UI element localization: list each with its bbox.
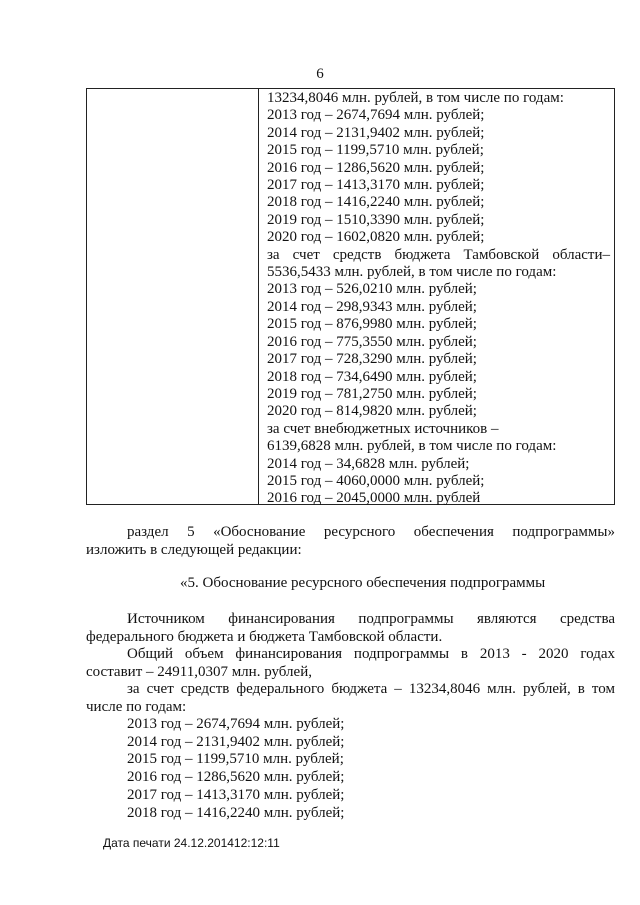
sources-paragraph — [86, 611, 615, 646]
table-line: 5536,5433 млн. рублей, в том числе по годам: — [267, 264, 557, 281]
table-line: 2014 год – 298,9343 млн. рублей; — [267, 298, 477, 315]
total-paragraph — [86, 646, 615, 681]
table-line: 13234,8046 млн. рублей, в том числе по годам: — [267, 90, 564, 106]
paragraph-line: составит – 24911,0307 млн. рублей, — [86, 663, 312, 680]
year-list-item: 2014 год – 2131,9402 млн. рублей; — [127, 733, 345, 750]
table-line: 2015 год – 4060,0000 млн. рублей; — [267, 472, 485, 489]
table-line: 2018 год – 1416,2240 млн. рублей; — [267, 194, 485, 211]
section-heading: «5. Обоснование ресурсного обеспечения подпрограммы — [180, 575, 546, 591]
amendment-paragraph — [86, 524, 615, 559]
paragraph-line: за счет средств федерального бюджета – 13234,8046 млн. рублей, в том — [127, 681, 615, 697]
table-line: 2015 год – 1199,5710 млн. рублей; — [267, 142, 484, 159]
paragraph-line: федерального бюджета и бюджета Тамбовской области. — [86, 628, 443, 645]
federal-by-year-list — [127, 716, 344, 822]
table-line: 2013 год – 2674,7694 млн. рублей; — [267, 107, 485, 124]
table-line: 2017 год – 1413,3170 млн. рублей; — [267, 177, 485, 194]
page-number: 6 — [316, 66, 324, 82]
paragraph-line: Общий объем финансирования подпрограммы в 2013 - 2020 годах — [127, 646, 615, 662]
print-date: Дата печати 24.12.201412:12:11 — [103, 836, 280, 850]
table-line: 2017 год – 728,3290 млн. рублей; — [267, 351, 477, 368]
table-line: за счет средств бюджета Тамбовской области– — [267, 246, 610, 263]
funding-table — [86, 88, 615, 505]
table-line: 2013 год – 526,0210 млн. рублей; — [267, 281, 477, 298]
table-line: 2014 год – 34,6828 млн. рублей; — [267, 455, 470, 472]
table-line: 2020 год – 814,9820 млн. рублей; — [267, 403, 477, 420]
table-funding-cell — [267, 90, 610, 508]
paragraph-line: Источником финансирования подпрограммы являются средства — [127, 611, 615, 627]
table-line: 2020 год – 1602,0820 млн. рублей; — [267, 229, 485, 246]
table-line: 2019 год – 781,2750 млн. рублей; — [267, 385, 477, 402]
table-line: 2019 год – 1510,3390 млн. рублей; — [267, 211, 485, 228]
table-line: 2016 год – 2045,0000 млн. рублей — [267, 490, 481, 507]
table-line: 2014 год – 2131,9402 млн. рублей; — [267, 124, 485, 141]
table-line: 2016 год – 1286,5620 млн. рублей; — [267, 159, 485, 176]
table-line: 2015 год – 876,9980 млн. рублей; — [267, 316, 477, 333]
amendment-line: раздел 5 «Обоснование ресурсного обеспечения подпрограммы» — [127, 524, 615, 540]
table-line: 6139,6828 млн. рублей, в том числе по годам: — [267, 438, 557, 455]
year-list-item: 2017 год – 1413,3170 млн. рублей; — [127, 786, 345, 803]
table-line: 2016 год – 775,3550 млн. рублей; — [267, 333, 477, 350]
table-column-divider — [258, 89, 259, 504]
year-list-item: 2018 год – 1416,2240 млн. рублей; — [127, 804, 345, 821]
paragraph-line: числе по годам: — [86, 698, 187, 715]
year-list-item: 2015 год – 1199,5710 млн. рублей; — [127, 751, 344, 768]
year-list-item: 2016 год – 1286,5620 млн. рублей; — [127, 769, 345, 786]
amendment-line: изложить в следующей редакции: — [86, 541, 302, 558]
federal-paragraph — [86, 681, 615, 716]
year-list-item: 2013 год – 2674,7694 млн. рублей; — [127, 716, 345, 732]
table-line: за счет внебюджетных источников – — [267, 420, 499, 437]
table-line: 2018 год – 734,6490 млн. рублей; — [267, 368, 477, 385]
